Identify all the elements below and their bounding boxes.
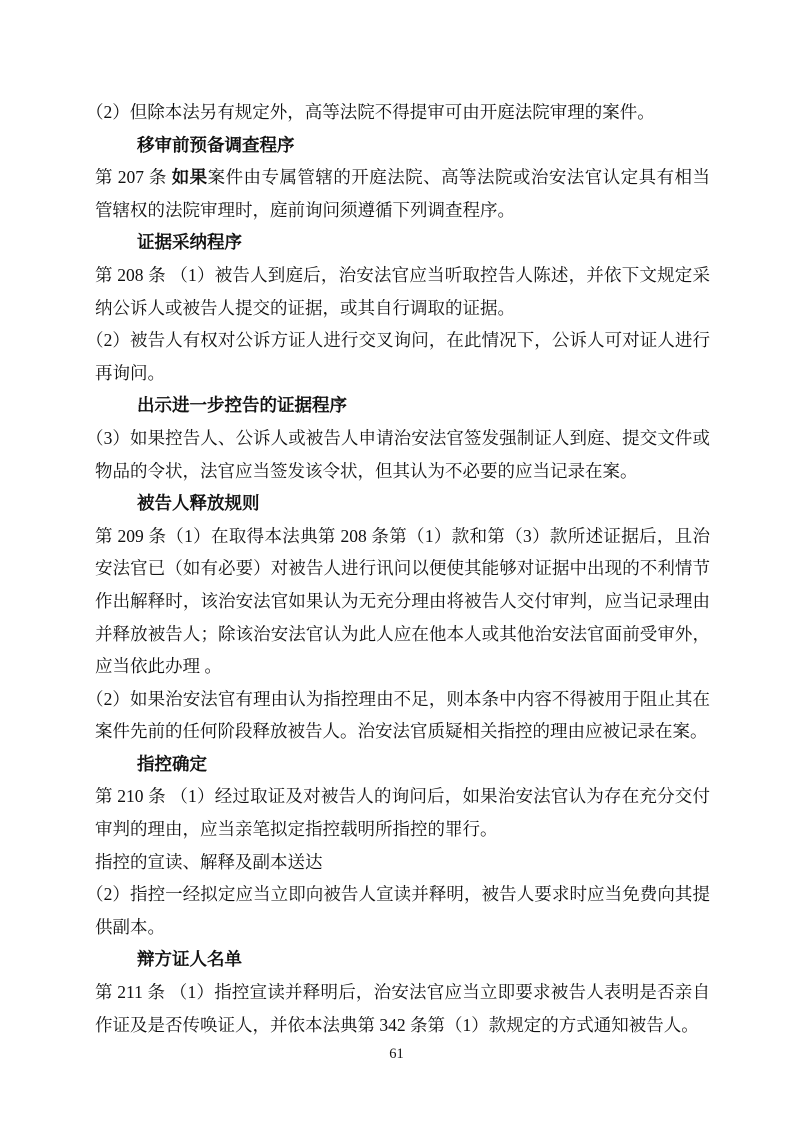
paragraph: 第 210 条 （1）经过取证及对被告人的询问后，如果治安法官认为存在充分交付审判的理由，应当亲笔拟定指控载明所指控的罪行。 [95,786,710,840]
text-run: 案件由专属管辖的开庭法院、高等法院或治安法官认定具有相当管辖权的法院审理时，庭前询问须遵循下列调查程序。 [95,167,711,220]
section-heading: 证据采纳程序 [137,232,242,253]
paragraph: （2）但除本法另有规定外，高等法院不得提审可由开庭法院审理的案件。 [86,102,655,122]
paragraph: （2）指控一经拟定应当立即向被告人宣读并释明，被告人要求时应当免费向其提供副本。 [86,884,710,937]
paragraph: 第 211 条 （1）指控宣读并释明后，治安法官应当立即要求被告人表明是否亲自作证及是否传唤证人，并依本法典第 342 条第（1）款规定的方式通知被告人。 [95,982,710,1035]
text-run: 第 207 条 [95,167,172,188]
paragraph: 第 209 条（1）在取得本法典第 208 条第（1）款和第（3）款所述证据后，且治安法官已（如有必要）对被告人进行讯问以便使其能够对证据中出现的不利情节作出解释时，该治安法官如果认为无充分理由将被告人交付审判，应当记录理由并释放被告人；除该治安法官认为此人应在他本人或其他治安法官面前受审外，应当依此办理 。 [95,525,710,677]
paragraph: 第 208 条 （1）被告人到庭后，治安法官应当听取控告人陈述，并依下文规定采纳公诉人或被告人提交的证据，或其自行调取的证据。 [95,264,710,318]
section-heading: 辩方证人名单 [137,949,242,970]
paragraph: （3）如果控告人、公诉人或被告人申请治安法官签发强制证人到庭、提交文件或物品的令状，法官应当签发该令状，但其认为不必要的应当记录在案。 [86,427,710,481]
section-heading: 指控确定 [137,753,207,774]
paragraph: （2）被告人有权对公诉方证人进行交叉询问，在此情况下，公诉人可对证人进行再询问。 [86,330,710,383]
paragraph [95,161,710,226]
section-heading: 被告人释放规则 [137,493,260,514]
sub-heading: 指控的宣读、解释及副本送达 [95,851,323,872]
document-body [86,96,711,1041]
page-number: 61 [389,1046,404,1062]
paragraph: （2）如果治安法官有理由认为指控理由不足，则本条中内容不得被用于阻止其在案件先前的任何阶段释放被告人。治安法官质疑相关指控的理由应被记录在案。 [86,688,710,742]
section-heading: 移审前预备调查程序 [137,134,295,155]
section-heading: 出示进一步控告的证据程序 [137,395,347,416]
emphasized-text: 如果 [171,167,208,188]
